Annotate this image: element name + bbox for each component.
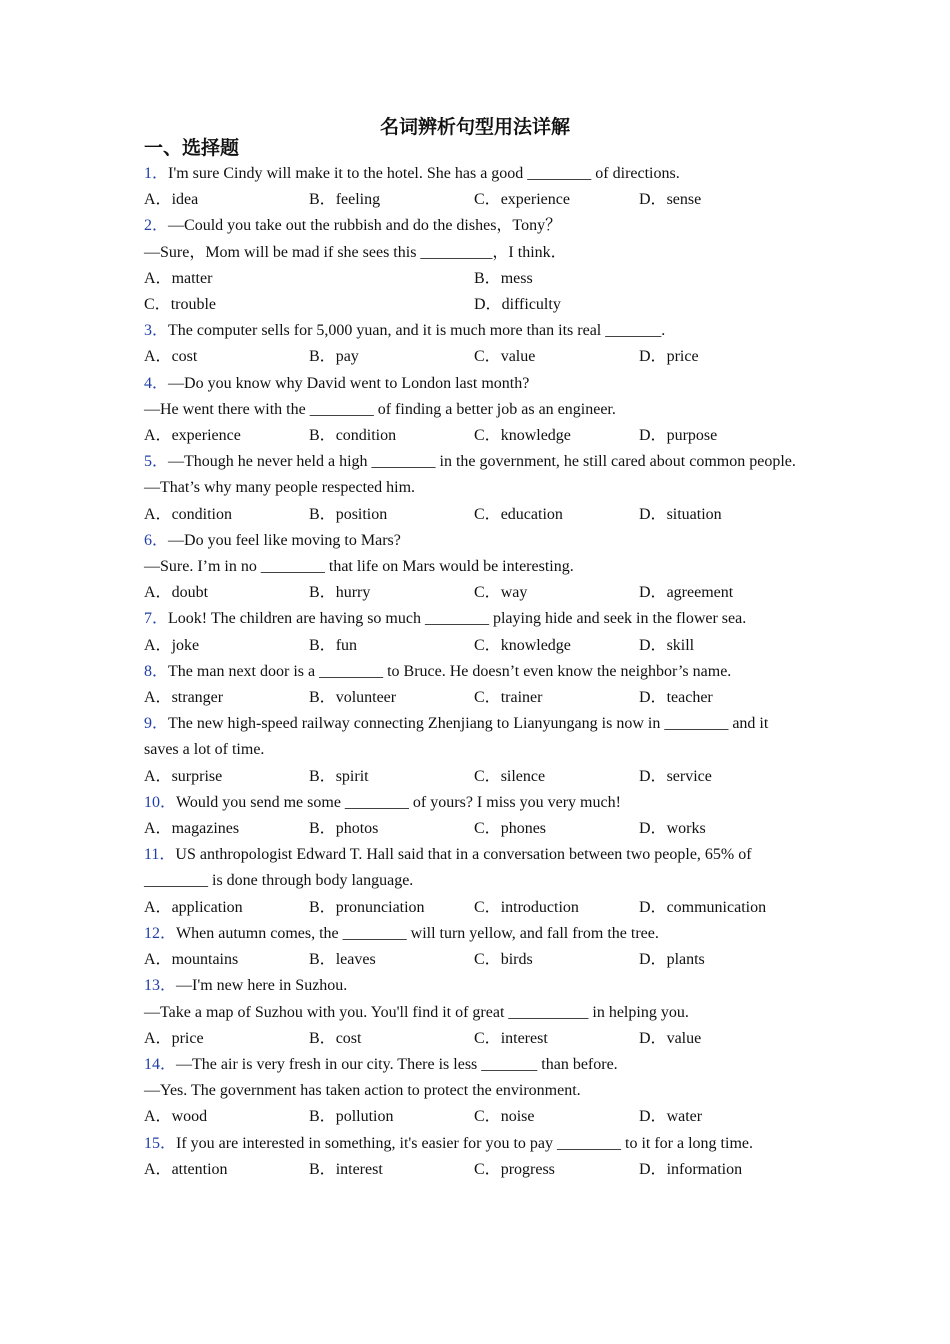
option-letter: A． [144, 269, 172, 287]
option-letter: D． [639, 1029, 667, 1047]
question-number: 4． [144, 374, 169, 392]
answer-option[interactable] [309, 580, 474, 606]
answer-option[interactable] [144, 1026, 309, 1052]
answer-option[interactable] [639, 895, 804, 921]
question-block [144, 161, 804, 213]
option-text: mountains [171, 951, 239, 969]
question-dialogue-line [144, 554, 804, 580]
section-heading: 一、选择题 [144, 138, 240, 159]
question-number: 6． [144, 531, 169, 549]
option-letter: C． [474, 584, 501, 602]
option-letter: B． [309, 767, 336, 785]
option-letter: A． [144, 636, 172, 654]
option-text: value [500, 348, 536, 366]
option-letter: B． [309, 1029, 336, 1047]
question-dialogue-line [144, 240, 804, 266]
question-number: 15． [144, 1134, 177, 1152]
answer-option[interactable] [639, 187, 804, 213]
option-letter: D． [639, 951, 667, 969]
answer-option[interactable] [144, 187, 309, 213]
question-text: US anthropologist Edward T. Hall said that in a conversation between two people, 65% of ________ is done through body language. [144, 846, 752, 890]
answer-option[interactable] [144, 895, 309, 921]
option-letter: C． [144, 296, 171, 314]
answer-option[interactable] [474, 1104, 639, 1130]
question-stem [144, 449, 804, 475]
option-letter: C． [474, 427, 501, 445]
option-text: way [500, 584, 528, 602]
option-letter: A． [144, 191, 172, 209]
question-number: 11． [144, 846, 176, 864]
option-text: hurry [335, 584, 371, 602]
question-stem [144, 973, 804, 999]
answer-option[interactable] [144, 816, 309, 842]
question-block [144, 371, 804, 450]
answer-option[interactable] [639, 1157, 804, 1183]
option-text: matter [171, 269, 213, 287]
option-text: pronunciation [335, 898, 425, 916]
answer-option[interactable] [309, 685, 474, 711]
question-number: 9． [144, 715, 169, 733]
option-text: plants [666, 951, 705, 969]
answer-option[interactable] [144, 580, 309, 606]
answer-option[interactable] [639, 685, 804, 711]
question-text: The man next door is a ________ to Bruce. He doesn’t even know the neighbor’s name. [168, 662, 732, 680]
answer-option[interactable] [639, 764, 804, 790]
option-letter: C． [474, 505, 501, 523]
answer-option[interactable] [309, 895, 474, 921]
option-text: knowledge [500, 427, 571, 445]
question-text: —Though he never held a high ________ in the government, he still cared about common people. [168, 453, 796, 471]
answer-option[interactable] [639, 502, 804, 528]
options-row [144, 816, 804, 842]
question-text: —The air is very fresh in our city. There is less _______ than before. [176, 1055, 618, 1073]
option-text: photos [335, 820, 379, 838]
question-dialogue-line [144, 1078, 804, 1104]
answer-option[interactable] [639, 816, 804, 842]
option-letter: B． [309, 191, 336, 209]
option-text: sense [666, 191, 702, 209]
option-letter: B． [474, 269, 501, 287]
option-letter: C． [474, 191, 501, 209]
question-stem [144, 213, 804, 239]
answer-option[interactable] [309, 1104, 474, 1130]
answer-option[interactable] [474, 895, 639, 921]
option-text: idea [171, 191, 199, 209]
question-text: I'm sure Cindy will make it to the hotel. She has a good ________ of directions. [168, 165, 680, 182]
option-letter: C． [474, 636, 501, 654]
answer-option[interactable] [639, 1026, 804, 1052]
question-stem [144, 711, 804, 763]
answer-option[interactable] [474, 1157, 639, 1183]
option-text: communication [666, 898, 767, 916]
options-row [144, 292, 804, 318]
question-number: 14． [144, 1055, 177, 1073]
options-row [144, 947, 804, 973]
answer-option[interactable] [144, 633, 309, 659]
option-letter: D． [639, 348, 667, 366]
option-text: spirit [335, 767, 369, 785]
question-stem [144, 659, 804, 685]
answer-option[interactable] [144, 502, 309, 528]
option-text: education [500, 505, 563, 523]
answer-option[interactable] [309, 764, 474, 790]
question-stem [144, 528, 804, 554]
answer-option[interactable] [474, 580, 639, 606]
option-letter: D． [639, 1108, 667, 1126]
question-number: 10． [144, 793, 177, 811]
question-block [144, 318, 804, 370]
question-number: 8． [144, 662, 169, 680]
question-stem [144, 921, 804, 947]
answer-option[interactable] [639, 344, 804, 370]
options-row [144, 502, 804, 528]
option-text: experience [500, 191, 570, 209]
options-row [144, 423, 804, 449]
answer-option[interactable] [309, 187, 474, 213]
answer-option[interactable] [144, 1157, 309, 1183]
option-text: teacher [666, 689, 713, 707]
question-stem [144, 842, 804, 894]
option-letter: D． [639, 689, 667, 707]
question-text: —Could you take out the rubbish and do the dishes，Tony？ [168, 217, 562, 235]
question-stem [144, 371, 804, 397]
option-text: value [666, 1029, 702, 1047]
answer-option[interactable] [144, 292, 474, 318]
option-letter: A． [144, 505, 172, 523]
option-text: fun [335, 636, 358, 654]
options-row [144, 580, 804, 606]
question-block [144, 921, 804, 973]
question-number: 13． [144, 977, 177, 995]
answer-option[interactable] [144, 947, 309, 973]
question-block [144, 790, 804, 842]
option-letter: A． [144, 348, 172, 366]
option-text: attention [171, 1160, 228, 1178]
option-letter: B． [309, 348, 336, 366]
option-letter: A． [144, 689, 172, 707]
option-letter: C． [474, 767, 501, 785]
option-letter: B． [309, 689, 336, 707]
option-text: agreement [666, 584, 734, 602]
question-text: —Sure. I’m in no ________ that life on Mars would be interesting. [144, 558, 574, 576]
option-text: skill [666, 636, 695, 654]
answer-option[interactable] [474, 423, 639, 449]
answer-option[interactable] [474, 764, 639, 790]
option-text: cost [171, 348, 198, 366]
options-row [144, 344, 804, 370]
option-text: surprise [171, 767, 223, 785]
question-number: 1． [144, 165, 169, 182]
question-stem [144, 1052, 804, 1078]
question-dialogue-line [144, 475, 804, 501]
answer-option[interactable] [309, 633, 474, 659]
question-block [144, 213, 804, 318]
option-letter: A． [144, 951, 172, 969]
answer-option[interactable] [309, 344, 474, 370]
option-letter: B． [309, 820, 336, 838]
question-block [144, 606, 804, 658]
answer-option[interactable] [474, 633, 639, 659]
option-letter: D． [639, 427, 667, 445]
question-text: If you are interested in something, it's easier for you to pay ________ to it for a long time. [176, 1134, 753, 1152]
answer-option[interactable] [474, 187, 639, 213]
answer-option[interactable] [309, 423, 474, 449]
option-text: stranger [171, 689, 224, 707]
answer-option[interactable] [639, 947, 804, 973]
options-row [144, 764, 804, 790]
question-dialogue-line [144, 1000, 804, 1026]
option-text: trainer [500, 689, 543, 707]
option-letter: D． [639, 767, 667, 785]
option-text: leaves [335, 951, 376, 969]
options-row [144, 1104, 804, 1130]
option-letter: B． [309, 427, 336, 445]
answer-option[interactable] [309, 816, 474, 842]
option-letter: A． [144, 1108, 172, 1126]
option-letter: A． [144, 898, 172, 916]
option-text: progress [500, 1160, 555, 1178]
options-row [144, 266, 804, 292]
option-text: joke [171, 636, 200, 654]
option-text: situation [666, 505, 722, 523]
question-dialogue-line [144, 397, 804, 423]
option-text: cost [335, 1029, 362, 1047]
answer-option[interactable] [474, 816, 639, 842]
answer-option[interactable] [144, 1104, 309, 1130]
option-letter: B． [309, 1160, 336, 1178]
question-text: The new high-speed railway connecting Zhenjiang to Lianyungang is now in ________ and it saves a lot of time. [144, 715, 769, 759]
question-text: —That’s why many people respected him. [144, 479, 416, 497]
option-letter: C． [474, 1108, 501, 1126]
option-text: pollution [335, 1108, 394, 1126]
answer-option[interactable] [144, 423, 309, 449]
question-number: 5． [144, 453, 169, 471]
option-letter: B． [309, 1108, 336, 1126]
question-text: —Do you feel like moving to Mars? [168, 531, 401, 549]
options-row [144, 685, 804, 711]
option-text: interest [500, 1029, 548, 1047]
question-block [144, 1052, 804, 1131]
option-letter: C． [474, 1160, 501, 1178]
question-block [144, 973, 804, 1052]
answer-option[interactable] [474, 502, 639, 528]
option-text: doubt [171, 584, 209, 602]
option-text: volunteer [335, 689, 397, 707]
option-text: wood [171, 1108, 208, 1126]
question-block [144, 449, 804, 528]
answer-option[interactable] [309, 502, 474, 528]
option-letter: D． [639, 191, 667, 209]
option-text: silence [500, 767, 546, 785]
question-number: 12． [144, 924, 177, 942]
options-row [144, 187, 804, 213]
option-letter: B． [309, 951, 336, 969]
option-letter: A． [144, 1160, 172, 1178]
question-text: —He went there with the ________ of finding a better job as an engineer. [144, 400, 616, 418]
option-text: information [666, 1160, 743, 1178]
answer-option[interactable] [309, 1026, 474, 1052]
question-block [144, 1131, 804, 1183]
answer-option[interactable] [474, 292, 804, 318]
question-stem [144, 1131, 804, 1157]
option-text: condition [335, 427, 397, 445]
option-text: experience [171, 427, 241, 445]
question-stem [144, 790, 804, 816]
option-text: interest [335, 1160, 383, 1178]
options-row [144, 1157, 804, 1183]
answer-option[interactable] [474, 1026, 639, 1052]
option-text: position [335, 505, 388, 523]
question-block [144, 711, 804, 790]
option-letter: A． [144, 584, 172, 602]
option-text: pay [335, 348, 359, 366]
question-stem [144, 161, 804, 187]
question-number: 3． [144, 322, 169, 340]
option-text: noise [500, 1108, 535, 1126]
option-text: magazines [171, 820, 240, 838]
option-text: price [171, 1029, 204, 1047]
option-text: water [666, 1108, 703, 1126]
question-text: The computer sells for 5,000 yuan, and it is much more than its real _______. [168, 322, 666, 340]
answer-option[interactable] [474, 266, 804, 292]
options-row [144, 895, 804, 921]
option-text: price [666, 348, 699, 366]
option-letter: B． [309, 636, 336, 654]
option-letter: D． [639, 584, 667, 602]
option-letter: A． [144, 1029, 172, 1047]
option-letter: C． [474, 820, 501, 838]
option-text: difficulty [501, 296, 561, 314]
answer-option[interactable] [639, 1104, 804, 1130]
answer-option[interactable] [144, 685, 309, 711]
question-number: 7． [144, 610, 169, 628]
question-block [144, 659, 804, 711]
option-letter: D． [639, 820, 667, 838]
question-block [144, 528, 804, 607]
answer-option[interactable] [474, 947, 639, 973]
question-stem [144, 318, 804, 344]
option-letter: C． [474, 689, 501, 707]
option-letter: D． [639, 1160, 667, 1178]
option-text: purpose [666, 427, 718, 445]
option-text: introduction [500, 898, 579, 916]
question-block [144, 842, 804, 921]
question-list [144, 137, 804, 1183]
answer-option[interactable] [639, 423, 804, 449]
question-text: —Yes. The government has taken action to protect the environment. [144, 1082, 581, 1100]
option-text: mess [500, 269, 533, 287]
answer-option[interactable] [144, 266, 474, 292]
question-text: —I'm new here in Suzhou. [176, 977, 348, 995]
option-text: condition [171, 505, 232, 523]
option-letter: A． [144, 427, 172, 445]
answer-option[interactable] [144, 344, 309, 370]
option-letter: D． [474, 296, 502, 314]
answer-option[interactable] [309, 947, 474, 973]
question-text: Look! The children are having so much ________ playing hide and seek in the flower sea. [168, 610, 747, 628]
option-text: works [666, 820, 706, 838]
question-number: 2． [144, 217, 169, 235]
option-letter: C． [474, 1029, 501, 1047]
option-letter: A． [144, 820, 172, 838]
option-text: knowledge [500, 636, 571, 654]
answer-option[interactable] [309, 1157, 474, 1183]
question-stem [144, 606, 804, 632]
option-letter: A． [144, 767, 172, 785]
page-title: 名词辨析句型用法详解 [379, 117, 570, 138]
question-text: —Do you know why David went to London last month? [168, 374, 530, 392]
option-text: birds [500, 951, 533, 969]
option-text: service [666, 767, 712, 785]
question-text: Would you send me some ________ of yours? I miss you very much! [176, 793, 621, 811]
option-text: phones [500, 820, 547, 838]
answer-option[interactable] [474, 685, 639, 711]
option-letter: D． [639, 505, 667, 523]
options-row [144, 633, 804, 659]
options-row [144, 1026, 804, 1052]
answer-option[interactable] [144, 764, 309, 790]
option-letter: B． [309, 505, 336, 523]
option-letter: C． [474, 348, 501, 366]
option-letter: D． [639, 898, 667, 916]
question-text: When autumn comes, the ________ will turn yellow, and fall from the tree. [176, 924, 659, 942]
option-letter: D． [639, 636, 667, 654]
option-letter: B． [309, 898, 336, 916]
answer-option[interactable] [474, 344, 639, 370]
question-text: —Take a map of Suzhou with you. You'll find it of great __________ in helping you. [144, 1003, 689, 1021]
question-text: —Sure，Mom will be mad if she sees this _________，I think． [144, 243, 567, 261]
option-letter: C． [474, 898, 501, 916]
option-letter: C． [474, 951, 501, 969]
option-text: trouble [170, 296, 217, 314]
option-text: application [171, 898, 243, 916]
answer-option[interactable] [639, 633, 804, 659]
answer-option[interactable] [639, 580, 804, 606]
option-text: feeling [335, 191, 381, 209]
option-letter: B． [309, 584, 336, 602]
